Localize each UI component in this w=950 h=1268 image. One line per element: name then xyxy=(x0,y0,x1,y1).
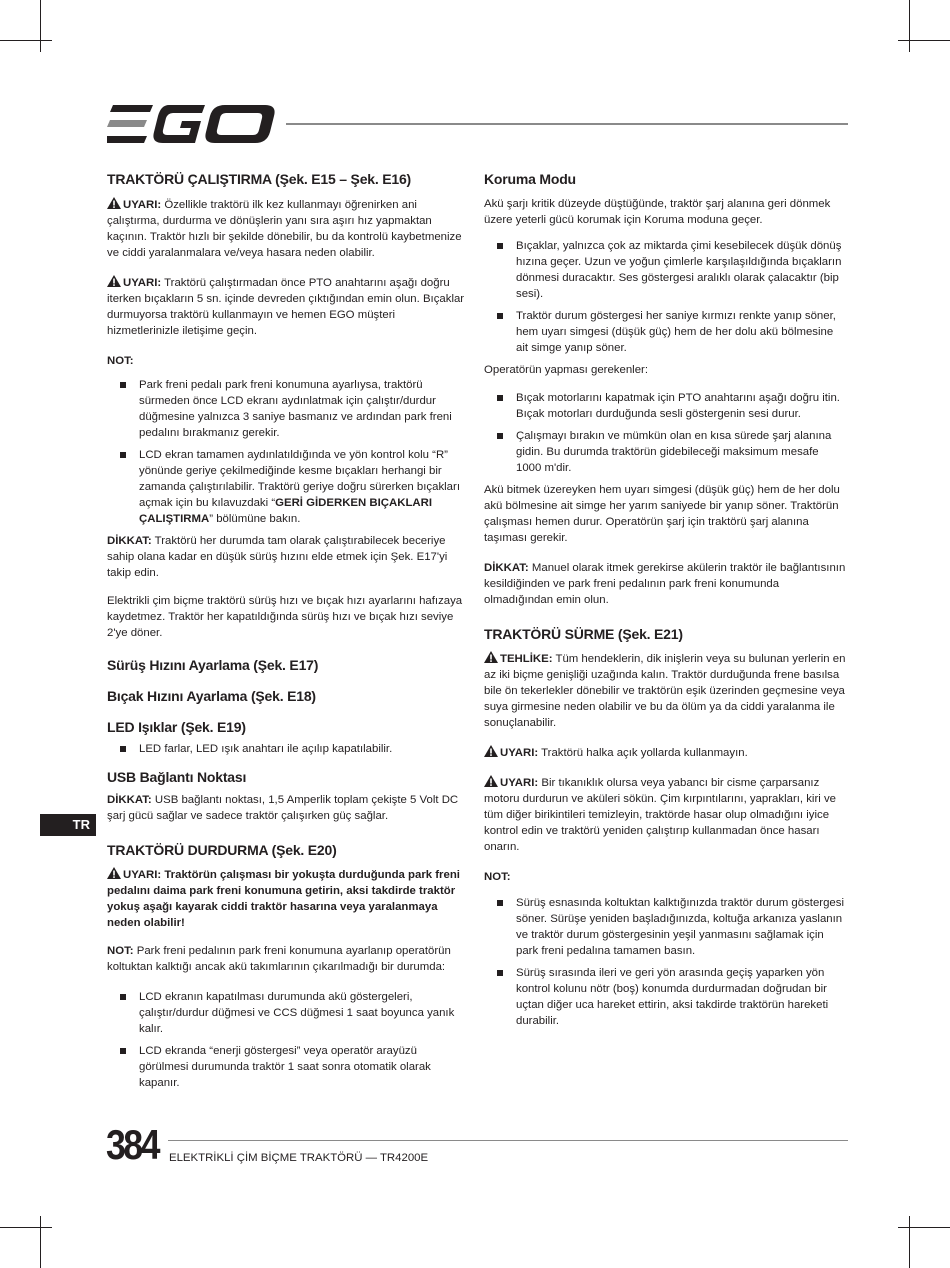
list-item: Çalışmayı bırakın ve mümkün olan en kısa sürede şarj alanına gidin. Bu durumda traktörün gidebileceği maksimum mesafe 1000 m'dir. xyxy=(484,428,846,476)
list-item: LCD ekranın kapatılması durumunda akü göstergeleri, çalıştır/durdur düğmesi ve CCS düğmesi 1 saat boyunca yanık kalır. xyxy=(107,989,469,1037)
note-label: NOT: xyxy=(107,945,134,957)
note-list xyxy=(107,377,469,527)
section-title: LED Işıklar (Şek. E19) xyxy=(107,719,246,735)
note-list xyxy=(107,989,469,1091)
note-label: NOT: xyxy=(107,355,134,367)
warning-label: UYARI: xyxy=(123,199,162,211)
left-column xyxy=(107,170,469,1091)
list-item: LCD ekranda “enerji göstergesi” veya operatör arayüzü görülmesi durumunda traktör 1 saat sonra otomatik olarak kapanır. xyxy=(107,1043,469,1091)
operator-label: Operatörün yapması gerekenler: xyxy=(484,364,648,376)
warning-icon xyxy=(107,867,121,879)
caution-paragraph xyxy=(484,560,846,608)
body-paragraph: Akü şarjı kritik düzeyde düştüğünde, traktör şarj alanına geri dönmek üzere yeterli gücü korumak için Koruma moduna geçer. xyxy=(484,198,831,226)
list-item-text: LCD ekran tamamen aydınlatıldığında ve yön kontrol kolu “R” yönünde geriye çekilmediğinde kesme bıçakları herhangi bir zamanda çalıştırılabilir. Traktörü geriye doğru sürerken bıçakları açmak için bu kılavuzdaki “ xyxy=(139,449,460,509)
footer-title: ELEKTRİKLİ ÇİM BİÇME TRAKTÖRÜ — TR4200E xyxy=(169,1152,429,1164)
warning-icon xyxy=(107,275,121,287)
list-item-text: ” bölümüne bakın. xyxy=(209,513,301,525)
section-title: TRAKTÖRÜ ÇALIŞTIRMA (Şek. E15 – Şek. E16) xyxy=(107,171,412,187)
list-item xyxy=(107,447,469,527)
list-item: Bıçaklar, yalnızca çok az miktarda çimi kesebilecek düşük dönüş hızına geçer. Uzun ve yoğun çimlerle karşılaşıldığında bıçakların dönmesi duracaktır. Ses göstergesi aralıklı olarak çalacaktır (bip sesi). xyxy=(484,238,846,302)
operator-list xyxy=(484,390,846,476)
warning-label: UYARI: xyxy=(500,777,539,789)
list-item: Sürüş sırasında ileri ve geri yön arasında geçiş yaparken yön kontrol kolunu nötr (boş) konumda durdurmadan doğrudan bir uçtan diğer uca hareket ettirin, aksi takdirde traktörün hareketi durabilir. xyxy=(484,965,846,1029)
section-title: Koruma Modu xyxy=(484,171,576,187)
caution-paragraph xyxy=(107,533,469,581)
crop-mark xyxy=(0,1227,52,1228)
crop-mark xyxy=(898,40,950,41)
caution-label: DİKKAT: xyxy=(107,794,152,806)
warning-label: UYARI: xyxy=(123,869,162,881)
warning-text: Bir tıkanıklık olursa veya yabancı bir cisme çarparsanız motoru durdurun ve aküleri sökün. Çim kırpıntılarını, yaprakları, kiri ve tüm diğer birikintileri temizleyin, traktörde hasar olup olmadığını iyice kontrol edin ve traktörü yeniden çalıştırıp kullanmadan önce hasarı onarın. xyxy=(484,777,836,853)
caution-text: Manuel olarak itmek gerekirse akülerin traktör ile bağlantısının kesildiğinden ve park freni pedalının park freni konumunda olmadığından emin olun. xyxy=(484,562,846,606)
list-item: Park freni pedalı park freni konumuna ayarlıysa, traktörü sürmeden önce LCD ekranı aydınlatmak için çalıştır/durdur düğmesine yalnızca 3 saniye basmanız ve ardından park freni pedalını bırakmanız gerekir. xyxy=(107,377,469,441)
warning-label: UYARI: xyxy=(123,277,162,289)
crop-mark xyxy=(0,40,52,41)
list-item: Traktör durum göstergesi her saniye kırmızı renkte yanıp söner, hem uyarı simgesi (düşük güç) hem de her dolu akü bölmesine ait simge yanıp söner. xyxy=(484,308,846,356)
caution-text: USB bağlantı noktası, 1,5 Amperlik toplam çekişte 5 Volt DC şarj gücü sağlar ve sadece traktör çalışırken güç sağlar. xyxy=(107,794,459,822)
crop-mark xyxy=(898,1227,950,1228)
crop-mark xyxy=(909,1216,910,1268)
warning-text: Traktörün çalışması bir yokuşta durduğunda park freni pedalını daima park freni konumuna getirin, aksi takdirde traktör yokuş aşağı kayarak ciddi traktör hasarına veya yaralanmaya neden olabilir! xyxy=(107,869,460,929)
list-item: LED farlar, LED ışık anahtarı ile açılıp kapatılabilir. xyxy=(107,741,469,757)
list-item: Sürüş esnasında koltuktan kalktığınızda traktör durum göstergesi söner. Sürüşe yeniden başladığınızda, koltuğa arkanıza yaslanın ve traktör durum göstergesinin yeşil yanmasını sağlamak için park freni pedalına tamamen basın. xyxy=(484,895,846,959)
warning-text: Özellikle traktörü ilk kez kullanmayı öğrenirken ani çalıştırma, durdurma ve dönüşlerin yanı sıra aşırı hız yapmaktan kaçının. Traktör hızlı bir şekilde dönebilir, bu da kontrolü kaybetmenize ve ciddi yaralanmalara ve/veya hasara neden olabilir. xyxy=(107,199,462,259)
warning-text: Traktörü halka açık yollarda kullanmayın. xyxy=(538,747,748,759)
ego-logo xyxy=(107,104,277,144)
crop-mark xyxy=(40,1216,41,1268)
body-paragraph: Elektrikli çim biçme traktörü sürüş hızı ve bıçak hızı ayarlarını hafızaya kaydetmez. Traktör her kapatıldığında sürüş hızı ve bıçak hızı seviye 2'ye döner. xyxy=(107,595,463,639)
footer-rule xyxy=(168,1140,848,1141)
danger-label: TEHLİKE: xyxy=(500,653,553,665)
page-number: 384 xyxy=(106,1121,158,1168)
warning-paragraph xyxy=(484,775,846,855)
danger-text: Tüm hendeklerin, dik inişlerin veya su bulunan yerlerin en az iki biçme genişliği uzağında kalın. Traktör durduğunda frene basılsa bile ön tekerlekler dönebilir ve traktörün eşik üzerinden geçmesine veya suya girmesine neden olabilir ve bu da ölüm ya da ciddi yaralanma ile sonuçlanabilir. xyxy=(484,653,846,729)
list-item: Bıçak motorlarını kapatmak için PTO anahtarını aşağı doğru itin. Bıçak motorları durduğunda sesli göstergenin sesi durur. xyxy=(484,390,846,422)
caution-label: DİKKAT: xyxy=(484,562,529,574)
note-paragraph xyxy=(107,943,469,975)
warning-icon xyxy=(484,775,498,787)
warning-paragraph xyxy=(107,275,469,339)
warning-text: Traktörü çalıştırmadan önce PTO anahtarını aşağı doğru iterken bıçakların 5 sn. içinde devreden çıktığından emin olun. Bıçaklar durmuyorsa traktörü kullanmayın ve hemen EGO müşteri hizmetlerinizle iletişime geçin. xyxy=(107,277,465,337)
section-title: TRAKTÖRÜ SÜRME (Şek. E21) xyxy=(484,626,683,642)
warning-paragraph xyxy=(107,197,469,261)
warning-paragraph xyxy=(107,867,469,931)
section-reference: GERİ GİDERKEN BIÇAKLARI ÇALIŞTIRMA xyxy=(139,497,433,525)
warning-label: UYARI: xyxy=(500,747,539,759)
note-text: Park freni pedalının park freni konumuna ayarlanıp operatörün koltuktan kalktığı ancak akü takımlarının çıkarılmadığı bir durumda: xyxy=(107,945,451,973)
protection-list xyxy=(484,238,846,356)
section-title: Sürüş Hızını Ayarlama (Şek. E17) xyxy=(107,657,319,673)
danger-icon xyxy=(484,651,498,663)
section-title: USB Bağlantı Noktası xyxy=(107,769,247,785)
crop-mark xyxy=(40,0,41,52)
body-paragraph: Akü bitmek üzereyken hem uyarı simgesi (düşük güç) hem de her dolu akü bölmesine ait simge her yarım saniyede bir yanıp söner. Traktörün çalışması hemen durur. Operatörün şarj için traktörü şarj alanına taşıması gerekir. xyxy=(484,484,840,544)
caution-paragraph xyxy=(107,792,469,824)
warning-paragraph xyxy=(484,745,846,761)
danger-paragraph xyxy=(484,651,846,731)
caution-text: Traktörü her durumda tam olarak çalıştırabilecek beceriye sahip olana kadar en düşük sürüş hızını elde etmek için Şek. E17'yi takip edin. xyxy=(107,535,448,579)
warning-icon xyxy=(484,745,498,757)
warning-icon xyxy=(107,197,121,209)
crop-mark xyxy=(909,0,910,52)
header-rule xyxy=(286,123,848,125)
note-list xyxy=(484,895,846,1029)
note-label: NOT: xyxy=(484,871,511,883)
right-column xyxy=(484,170,846,1029)
section-title: Bıçak Hızını Ayarlama (Şek. E18) xyxy=(107,688,316,704)
led-list xyxy=(107,741,469,757)
caution-label: DİKKAT: xyxy=(107,535,152,547)
section-title: TRAKTÖRÜ DURDURMA (Şek. E20) xyxy=(107,842,337,858)
language-tab: TR xyxy=(40,814,96,836)
